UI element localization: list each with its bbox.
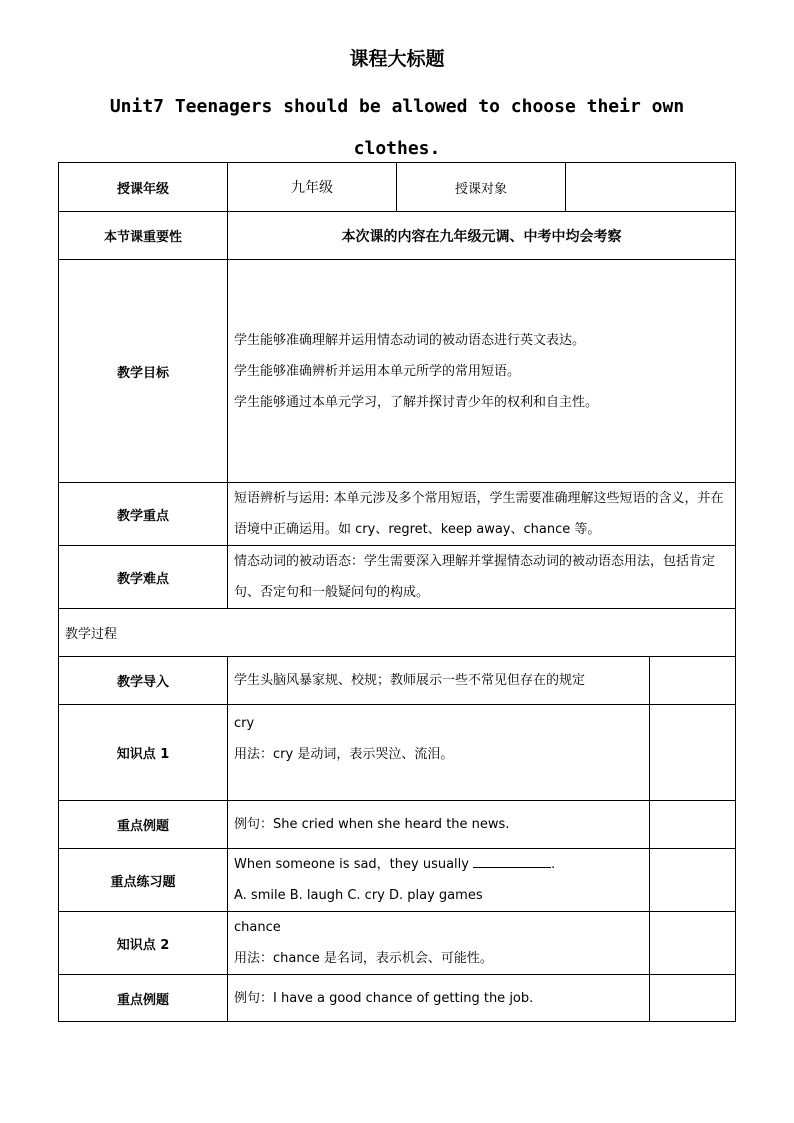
row-content [228,849,650,912]
grade-label: 授课年级 [59,163,228,212]
row-extra-cell [650,912,736,975]
target-label: 授课对象 [397,163,566,212]
row-content [228,912,650,975]
table-row [59,657,736,705]
row-content [228,975,650,1022]
content-line: 用法：chance 是名词，表示机会、可能性。 [234,951,493,966]
difficulty-label: 教学难点 [59,546,228,609]
row-extra-cell [650,975,736,1022]
content-line: 例句：She cried when she heard the news. [234,817,510,832]
lesson-plan-table [58,162,736,1022]
objective-line: 学生能够准确理解并运用情态动词的被动语态进行英文表达。 [234,332,586,348]
key-point-content: 短语辨析与运用: 本单元涉及多个常用短语，学生需要准确理解这些短语的含义，并在语境中正确运用。如 cry、regret、keep away、chance 等。 [228,483,736,546]
row-extra-cell [650,849,736,912]
row-content [228,801,650,849]
process-row [59,609,736,657]
difficulty-content: 情态动词的被动语态：学生需要深入理解并掌握情态动词的被动语态用法，包括肯定句、否定句和一般疑问句的构成。 [228,546,736,609]
row-label: 重点练习题 [59,849,228,912]
answer-blank [473,855,551,868]
importance-value: 本次课的内容在九年级元调、中考中均会考察 [228,212,736,260]
objectives-content [228,260,736,483]
key-point-row [59,483,736,546]
objective-line: 学生能够准确辨析并运用本单元所学的常用短语。 [234,363,521,379]
row-label: 知识点 2 [59,912,228,975]
difficulty-row [59,546,736,609]
importance-label: 本节课重要性 [59,212,228,260]
row-extra-cell [650,657,736,705]
info-row [59,163,736,212]
content-line: 例句：I have a good chance of getting the job. [234,990,534,1006]
table-row [59,849,736,912]
row-label: 重点例题 [59,801,228,849]
content-line: chance [234,920,281,935]
objectives-row [59,260,736,483]
page-title: 课程大标题 [349,48,445,70]
table-row [59,912,736,975]
table-row [59,801,736,849]
grade-value: 九年级 [228,163,397,212]
importance-row [59,212,736,260]
row-content [228,657,650,705]
table-row [59,705,736,801]
row-label: 重点例题 [59,975,228,1022]
target-value [566,163,736,212]
content-line: cry [234,716,255,731]
row-extra-cell [650,705,736,801]
exercise-question: When someone is sad，they usually [234,857,469,872]
content-line: 用法：cry 是动词，表示哭泣、流泪。 [234,747,454,762]
table-row [59,975,736,1022]
objectives-label: 教学目标 [59,260,228,483]
process-label: 教学过程 [59,609,736,657]
key-point-label: 教学重点 [59,483,228,546]
content-line: A. smile B. laugh C. cry D. play games [234,888,483,903]
row-content [228,705,650,801]
row-label: 知识点 1 [59,705,228,801]
content-line: 学生头脑风暴家规、校规；教师展示一些不常见但存在的规定 [234,673,586,688]
row-extra-cell [650,801,736,849]
row-label: 教学导入 [59,657,228,705]
unit-title: Unit7 Teenagers should be allowed to choose their own clothes. [109,96,685,159]
objective-line: 学生能够通过本单元学习，了解并探讨青少年的权利和自主性。 [234,394,599,410]
content-line: When someone is sad，they usually . [234,857,556,872]
